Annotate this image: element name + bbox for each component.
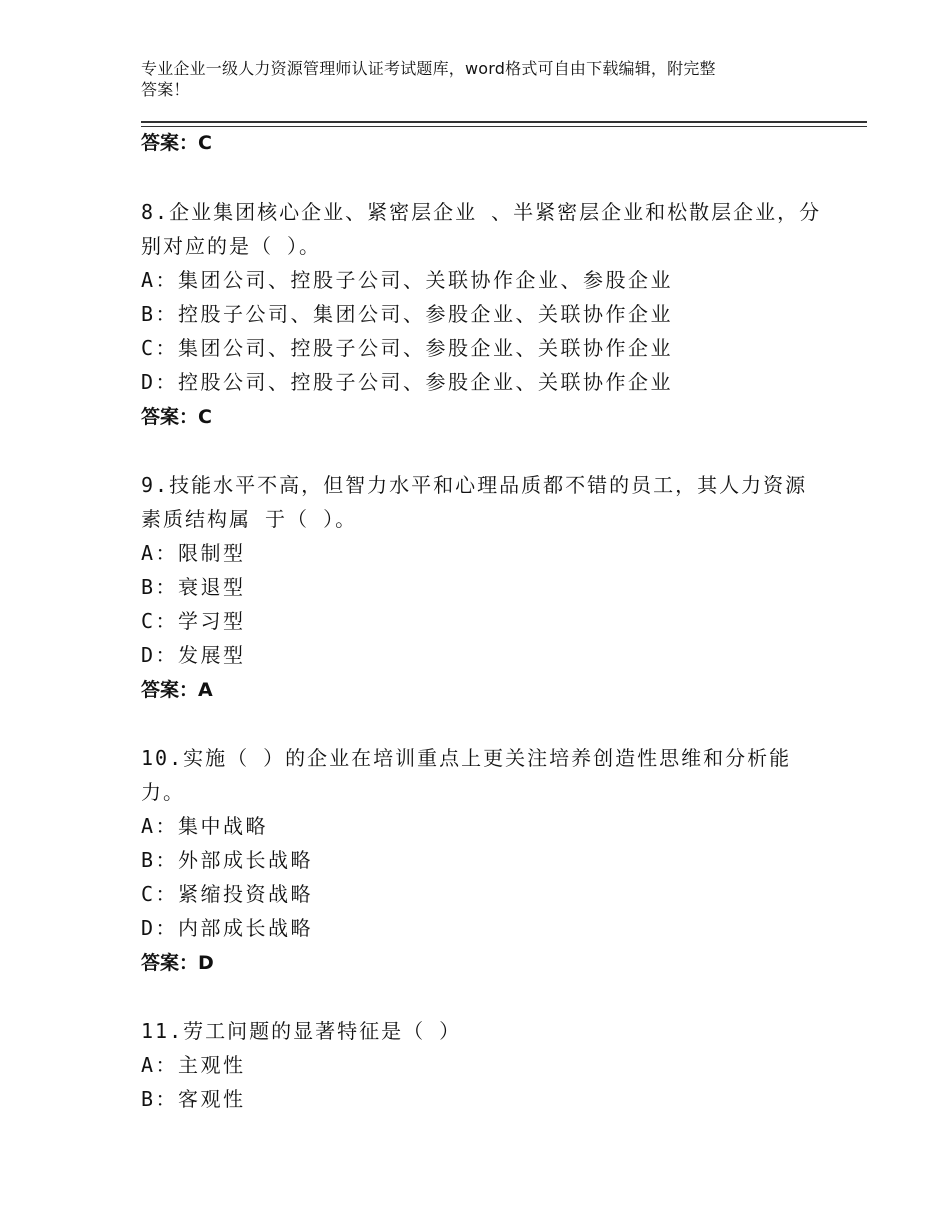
question-8-text-line1: 8.企业集团核心企业、紧密层企业 、半紧密层企业和松散层企业，分 xyxy=(141,200,822,224)
question-9-option-a: A：限制型 xyxy=(141,541,246,565)
question-10-answer: 答案：D xyxy=(141,952,214,974)
header-text-line2: 答案！ xyxy=(141,80,190,99)
header-rule-thick xyxy=(141,121,867,123)
question-8-text-line2: 别对应的是（ ）。 xyxy=(141,234,322,258)
question-11-option-a: A：主观性 xyxy=(141,1053,246,1077)
question-10-text-line1: 10.实施（ ）的企业在培训重点上更关注培养创造性思维和分析能 xyxy=(141,746,792,770)
question-10-option-d: D：内部成长战略 xyxy=(141,916,314,940)
question-11-text-line1: 11.劳工问题的显著特征是（ ） xyxy=(141,1019,462,1043)
answer-label: 答案：C xyxy=(141,132,212,154)
question-9-answer: 答案：A xyxy=(141,679,213,701)
question-10-option-c: C：紧缩投资战略 xyxy=(141,882,314,906)
header-text-line1: 专业企业一级人力资源管理师认证考试题库，word格式可自由下载编辑，附完整 xyxy=(141,59,716,78)
question-9-option-d: D：发展型 xyxy=(141,643,246,667)
question-8-option-d: D：控股公司、控股子公司、参股企业、关联协作企业 xyxy=(141,370,674,394)
question-10-option-a: A：集中战略 xyxy=(141,814,269,838)
question-10-text-line2: 力。 xyxy=(141,780,185,804)
question-8-option-c: C：集团公司、控股子公司、参股企业、关联协作企业 xyxy=(141,336,674,360)
question-9-option-c: C：学习型 xyxy=(141,609,246,633)
header-rule-thin xyxy=(141,126,867,127)
question-11-option-b: B：客观性 xyxy=(141,1087,246,1111)
question-8-option-a: A：集团公司、控股子公司、关联协作企业、参股企业 xyxy=(141,268,674,292)
question-10-option-b: B：外部成长战略 xyxy=(141,848,314,872)
question-8-option-b: B：控股子公司、集团公司、参股企业、关联协作企业 xyxy=(141,302,674,326)
question-9-text-line1: 9.技能水平不高，但智力水平和心理品质都不错的员工，其人力资源 xyxy=(141,473,808,497)
question-9-option-b: B：衰退型 xyxy=(141,575,246,599)
question-9-text-line2: 素质结构属 于（ ）。 xyxy=(141,507,358,531)
page-header xyxy=(141,58,821,100)
question-8-answer: 答案：C xyxy=(141,406,212,428)
